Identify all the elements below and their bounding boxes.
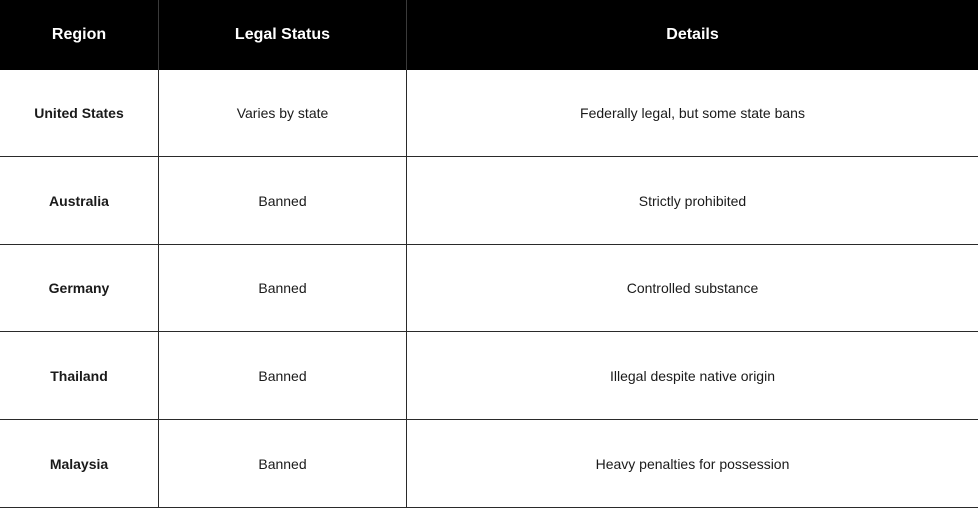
- column-header-details: Details: [407, 0, 978, 70]
- table-row-details: Illegal despite native origin: [407, 332, 978, 420]
- table-row-details: Heavy penalties for possession: [407, 420, 978, 508]
- column-header-legal-status: Legal Status: [159, 0, 407, 70]
- table-row-details: Strictly prohibited: [407, 157, 978, 245]
- table-row-status: Banned: [159, 245, 407, 332]
- table-row-status: Varies by state: [159, 70, 407, 157]
- table-row-status: Banned: [159, 420, 407, 508]
- table-row-region: United States: [0, 70, 159, 157]
- table-row-region: Thailand: [0, 332, 159, 420]
- table-row-status: Banned: [159, 157, 407, 245]
- column-header-region: Region: [0, 0, 159, 70]
- table-row-details: Controlled substance: [407, 245, 978, 332]
- table-row-details: Federally legal, but some state bans: [407, 70, 978, 157]
- table-row-region: Malaysia: [0, 420, 159, 508]
- table-row-status: Banned: [159, 332, 407, 420]
- table-row-region: Australia: [0, 157, 159, 245]
- table-row-region: Germany: [0, 245, 159, 332]
